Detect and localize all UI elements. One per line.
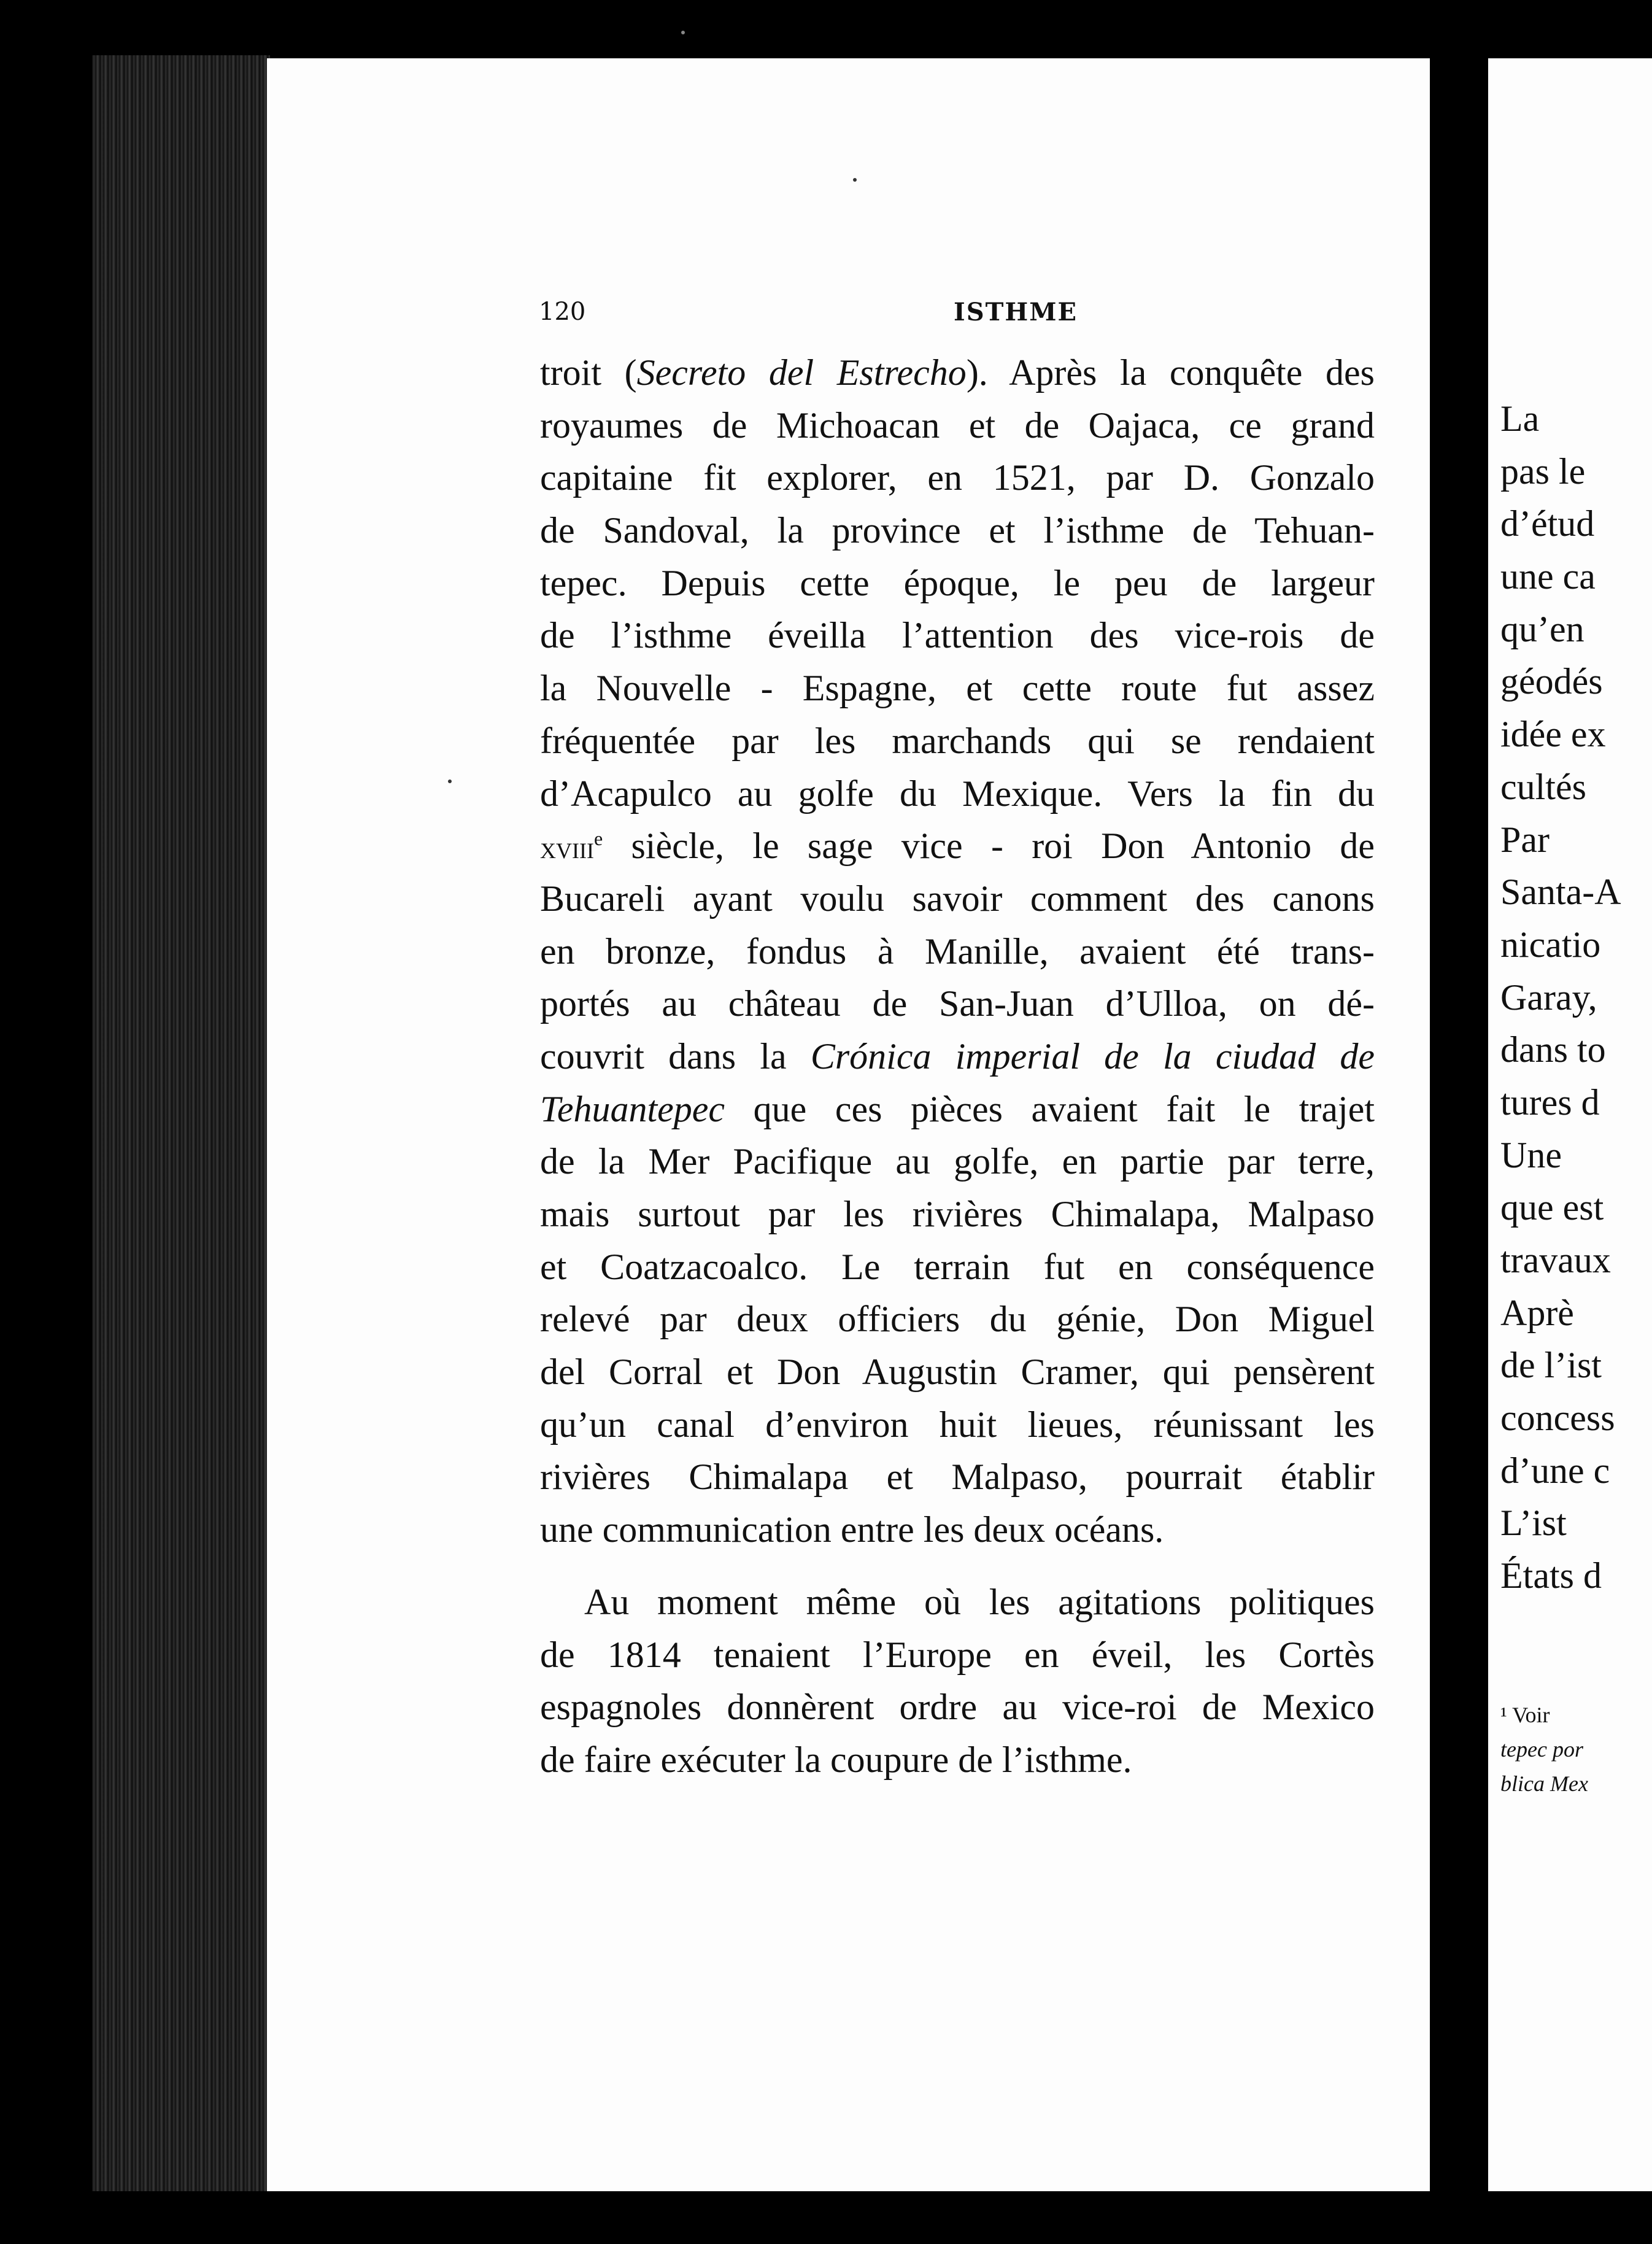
text-line: espagnoles donnèrent ordre au vice-roi de Mexico xyxy=(540,1687,1375,1728)
next-line: Une xyxy=(1500,1134,1562,1175)
text-line: troit (Secreto del Estrecho). Après la conquête des xyxy=(540,352,1375,393)
next-line: La xyxy=(1500,398,1540,439)
next-line: États d xyxy=(1500,1555,1602,1596)
next-line: Garay, xyxy=(1500,977,1597,1018)
text-line: de Sandoval, la province et l’isthme de Tehuan- xyxy=(540,510,1375,551)
text-line: de faire exécuter la coupure de l’isthme. xyxy=(540,1739,1132,1780)
text-line: capitaine fit explorer, en 1521, par D. Gonzalo xyxy=(540,457,1375,498)
print-speck xyxy=(853,178,857,182)
next-line: tures d xyxy=(1500,1081,1600,1123)
text-line: de la Mer Pacifique au golfe, en partie par terre, xyxy=(540,1141,1375,1182)
next-line: Aprè xyxy=(1500,1292,1574,1333)
next-line: Santa-A xyxy=(1500,872,1621,913)
text-line: la Nouvelle - Espagne, et cette route fut assez xyxy=(540,668,1375,709)
page-right-partial xyxy=(1488,58,1652,2191)
next-footnote: tepec por xyxy=(1500,1736,1583,1762)
print-speck xyxy=(681,31,685,34)
next-line: de l’ist xyxy=(1500,1345,1602,1386)
text-line: de l’isthme éveilla l’attention des vice-rois de xyxy=(540,615,1375,656)
page-title: ISTHME xyxy=(954,298,1078,327)
next-line: d’étud xyxy=(1500,503,1595,544)
print-speck xyxy=(448,780,452,783)
next-line: concess xyxy=(1500,1398,1615,1439)
next-line: L’ist xyxy=(1500,1503,1567,1544)
text-line: de 1814 tenaient l’Europe en éveil, les Cortès xyxy=(540,1634,1375,1675)
book-spine-edge xyxy=(92,55,270,2191)
text-line: tepec. Depuis cette époque, le peu de largeur xyxy=(540,562,1375,603)
next-line: une ca xyxy=(1500,556,1596,597)
running-head xyxy=(276,298,1381,335)
next-line: cultés xyxy=(1500,766,1586,807)
next-footnote: blica Mex xyxy=(1500,1771,1588,1796)
text-line: rivières Chimalapa et Malpaso, pourrait établir xyxy=(540,1457,1375,1498)
text-line: Tehuantepec que ces pièces avaient fait le trajet xyxy=(540,1088,1375,1129)
next-line: idée ex xyxy=(1500,714,1606,755)
next-page-text xyxy=(1500,393,1652,1801)
next-line: travaux xyxy=(1500,1240,1611,1280)
next-line: qu’en xyxy=(1500,608,1584,649)
text-line: couvrit dans la Crónica imperial de la ciudad de xyxy=(540,1035,1375,1077)
next-line: nicatio xyxy=(1500,924,1601,965)
text-line: del Corral et Don Augustin Cramer, qui pensèrent xyxy=(540,1352,1375,1393)
next-line: dans to xyxy=(1500,1029,1606,1070)
text-line: relevé par deux officiers du génie, Don Miguel xyxy=(540,1299,1375,1340)
text-line: d’Acapulco au golfe du Mexique. Vers la fin du xyxy=(540,773,1375,814)
text-line: portés au château de San-Juan d’Ulloa, on dé- xyxy=(540,983,1375,1024)
text-line: Bucareli ayant voulu savoir comment des canons xyxy=(540,878,1375,919)
next-line: que est xyxy=(1500,1187,1604,1228)
next-footnote: ¹ Voir xyxy=(1500,1702,1550,1727)
next-line: pas le xyxy=(1500,451,1586,492)
page-number: 120 xyxy=(539,298,586,326)
text-line: en bronze, fondus à Manille, avaient été trans- xyxy=(540,930,1375,972)
text-line: et Coatzacoalco. Le terrain fut en conséquence xyxy=(540,1246,1375,1287)
next-line: d’une c xyxy=(1500,1450,1610,1491)
text-line: fréquentée par les marchands qui se rendaient xyxy=(540,720,1375,761)
next-line: géodés xyxy=(1500,661,1603,702)
text-line: xviii$^e$ siècle, le sage vice - roi Don Antonio de xyxy=(540,826,1375,867)
text-line: mais surtout par les rivières Chimalapa, Malpaso xyxy=(540,1194,1375,1234)
text-line: une communication entre les deux océans. xyxy=(540,1509,1164,1550)
body-text xyxy=(540,347,1375,1787)
next-line: Par xyxy=(1500,819,1550,860)
text-line: Au moment même où les agitations politiques xyxy=(584,1581,1375,1622)
text-line: qu’un canal d’environ huit lieues, réunissant les xyxy=(540,1404,1375,1445)
text-line: royaumes de Michoacan et de Oajaca, ce grand xyxy=(540,404,1375,446)
